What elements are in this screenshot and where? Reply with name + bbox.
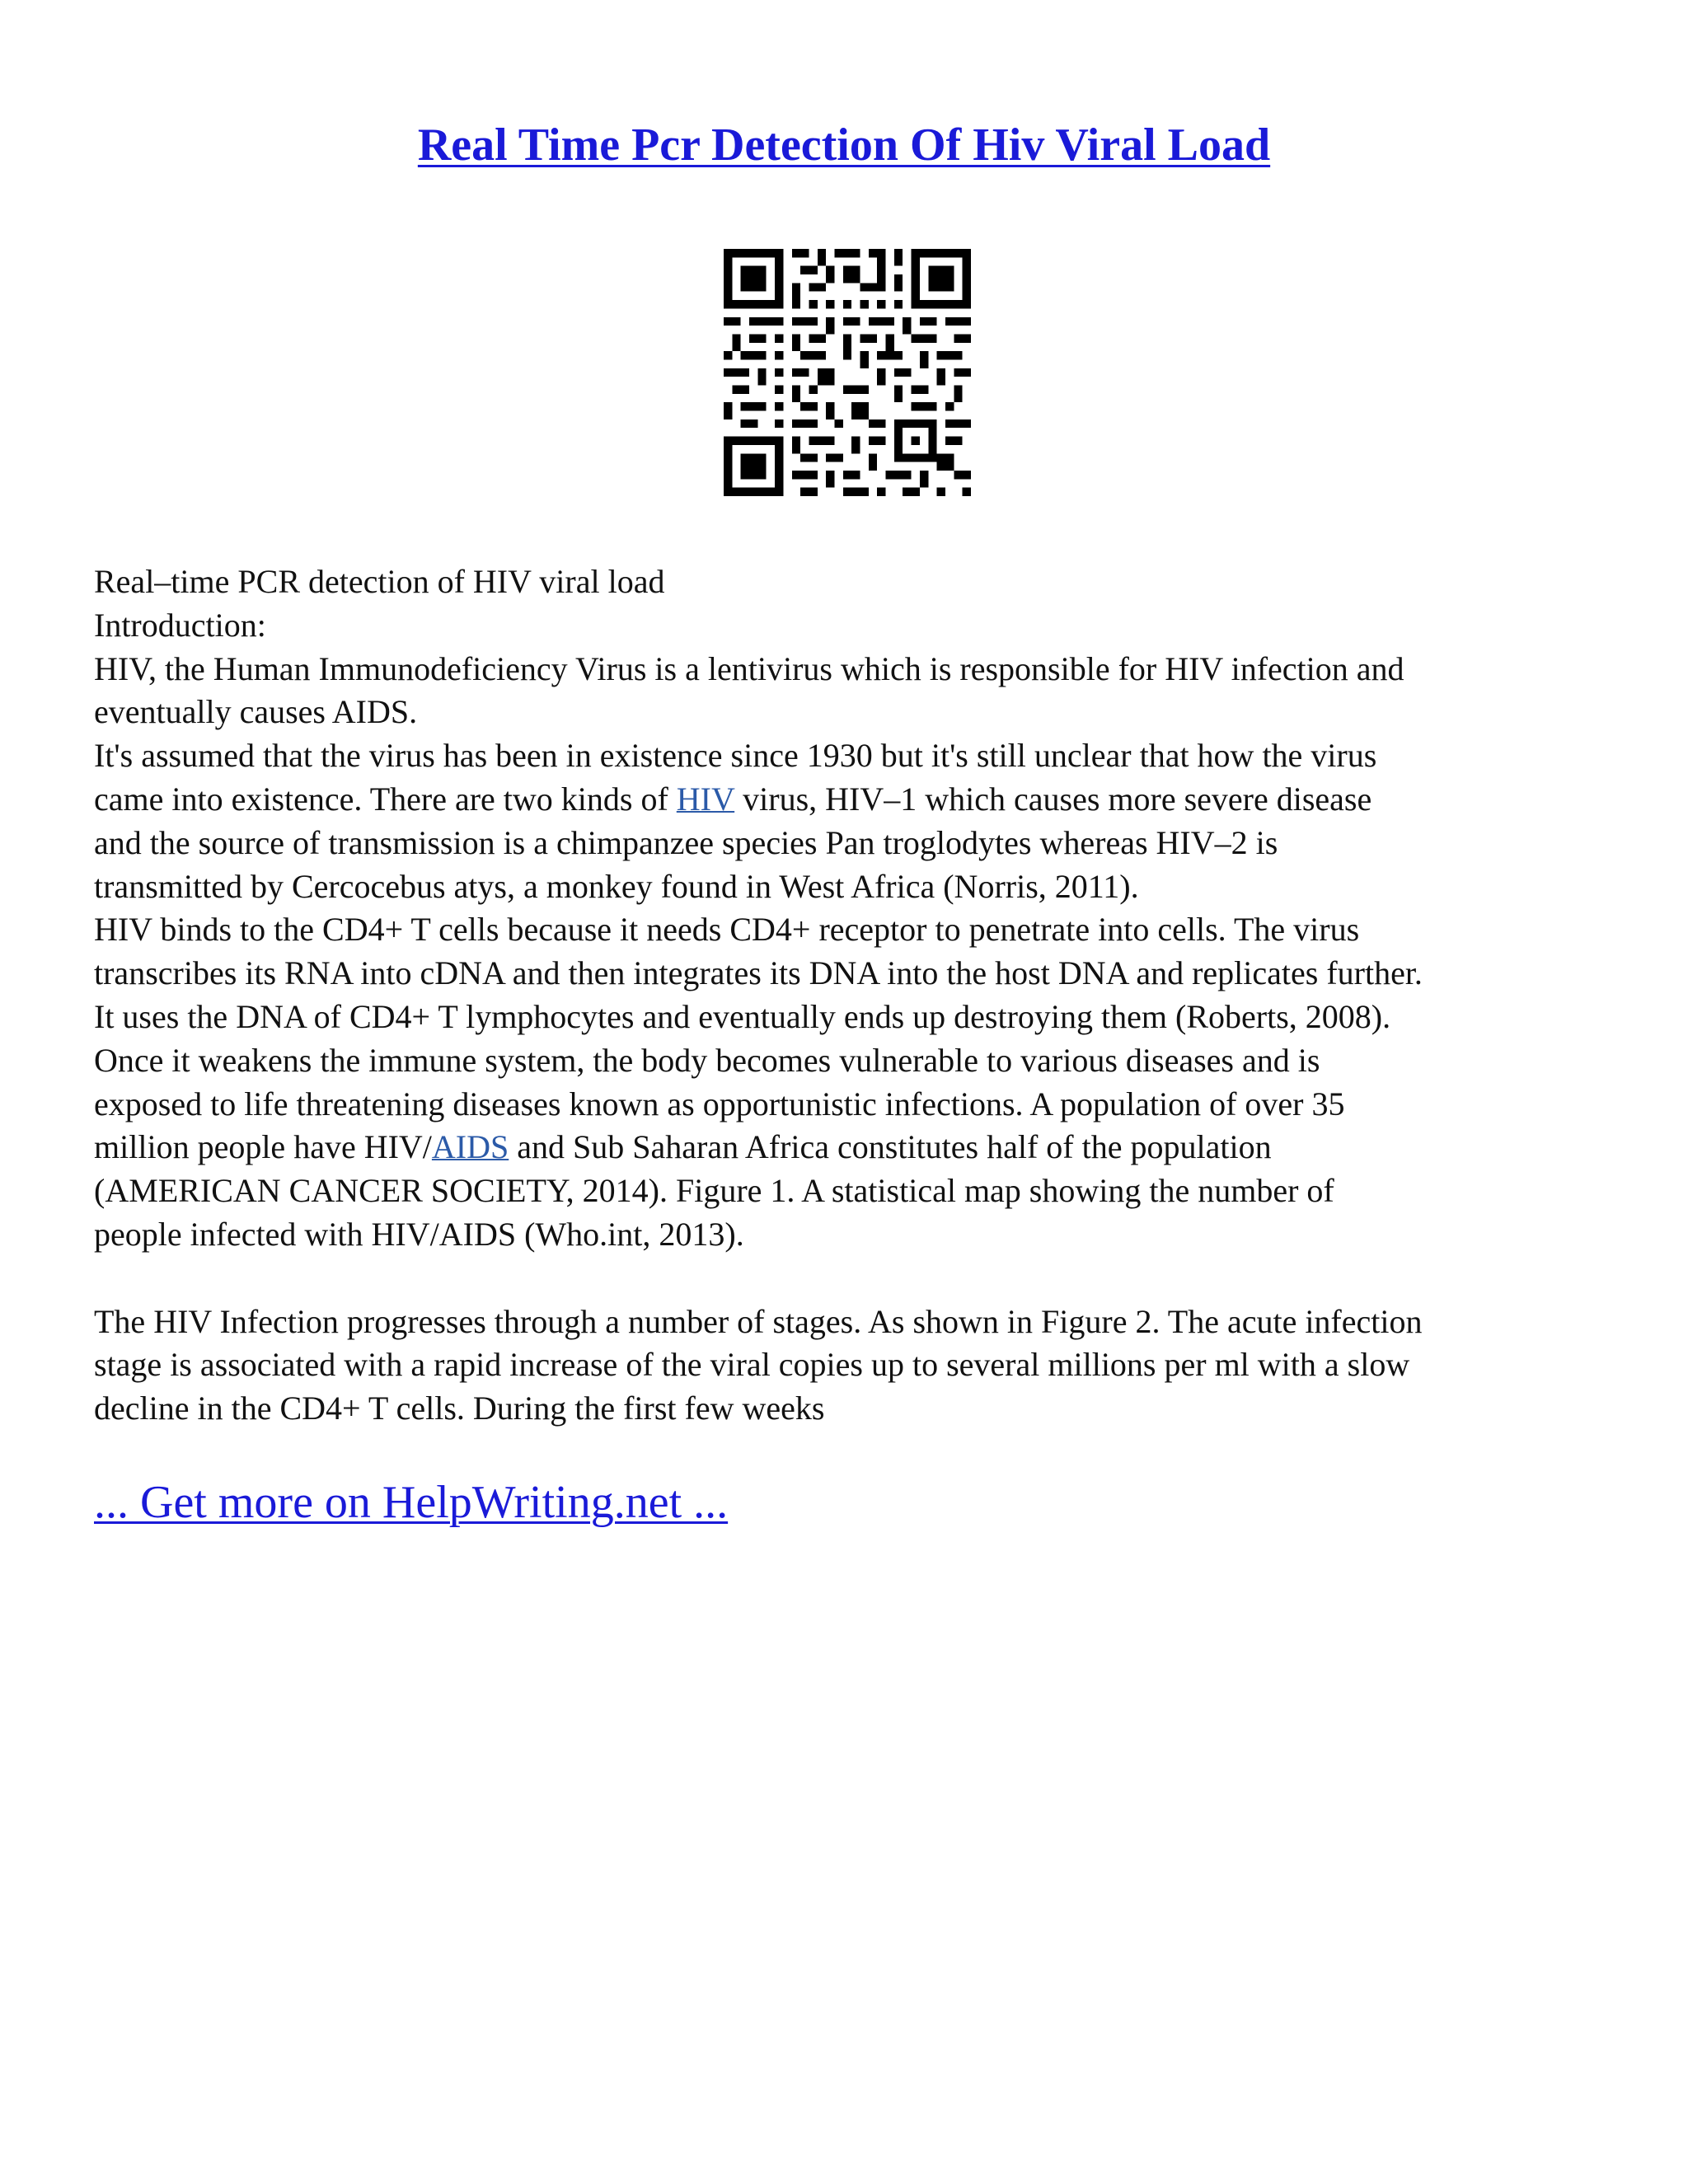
paragraph-3-line-6: [94, 1126, 1611, 1169]
title-link[interactable]: Real Time Pcr Detection Of Hiv Viral Load: [417, 120, 1271, 171]
paragraph-2-line-2-pre: came into existence. There are two kinds of: [94, 780, 677, 818]
paragraph-2-line-2: [94, 778, 1611, 822]
get-more-link[interactable]: ... Get more on HelpWriting.net ...: [94, 1477, 729, 1528]
paragraph-3-line-3: It uses the DNA of CD4+ T lymphocytes and eventually ends up destroying them (Roberts, 2008).: [94, 997, 1391, 1035]
paragraph-4-line-1: The HIV Infection progresses through a number of stages. As shown in Figure 2. The acute infection: [94, 1302, 1423, 1340]
paragraph-1-line-1: HIV, the Human Immunodeficiency Virus is a lentivirus which is responsible for HIV infection and: [94, 649, 1404, 687]
aids-link[interactable]: AIDS: [431, 1128, 509, 1166]
paragraph-3-line-7: (AMERICAN CANCER SOCIETY, 2014). Figure 1. A statistical map showing the number of: [94, 1172, 1334, 1210]
paragraph-3-line-8: people infected with HIV/AIDS (Who.int, 2013).: [94, 1215, 744, 1253]
article-heading-line: Real–time PCR detection of HIV viral load: [94, 563, 665, 600]
qr-code-icon: [724, 249, 971, 496]
page-title: [0, 114, 1688, 176]
paragraph-2-line-1: It's assumed that the virus has been in existence since 1930 but it's still unclear that how the virus: [94, 737, 1377, 775]
more-link-container: [94, 1474, 728, 1531]
paragraph-1-line-2: eventually causes AIDS.: [94, 693, 418, 731]
article-body: [94, 560, 1611, 1431]
paragraph-2-line-3: and the source of transmission is a chimpanzee species Pan troglodytes whereas HIV–2 is: [94, 823, 1278, 861]
paragraph-2-line-2-post: virus, HIV–1 which causes more severe disease: [734, 780, 1372, 818]
paragraph-3-line-4: Once it weakens the immune system, the body becomes vulnerable to various diseases and is: [94, 1041, 1320, 1079]
intro-label: Introduction:: [94, 606, 266, 644]
hiv-link[interactable]: HIV: [676, 780, 735, 818]
paragraph-2-line-4: transmitted by Cercocebus atys, a monkey found in West Africa (Norris, 2011).: [94, 867, 1139, 905]
paragraph-3-line-1: HIV binds to the CD4+ T cells because it needs CD4+ receptor to penetrate into cells. The virus: [94, 911, 1360, 949]
paragraph-4-line-3: decline in the CD4+ T cells. During the first few weeks: [94, 1390, 825, 1427]
paragraph-4-line-2: stage is associated with a rapid increase of the viral copies up to several millions per ml with a slow: [94, 1346, 1410, 1384]
paragraph-3-line-6-pre: million people have HIV/: [94, 1128, 432, 1166]
paragraph-3-line-5: exposed to life threatening diseases known as opportunistic infections. A population of over 35: [94, 1085, 1345, 1122]
paragraph-3-line-6-post: and Sub Saharan Africa constitutes half of the population: [509, 1128, 1272, 1166]
paragraph-gap: [94, 1257, 1611, 1301]
paragraph-3-line-2: transcribes its RNA into cDNA and then integrates its DNA into the host DNA and replicates further.: [94, 954, 1423, 992]
